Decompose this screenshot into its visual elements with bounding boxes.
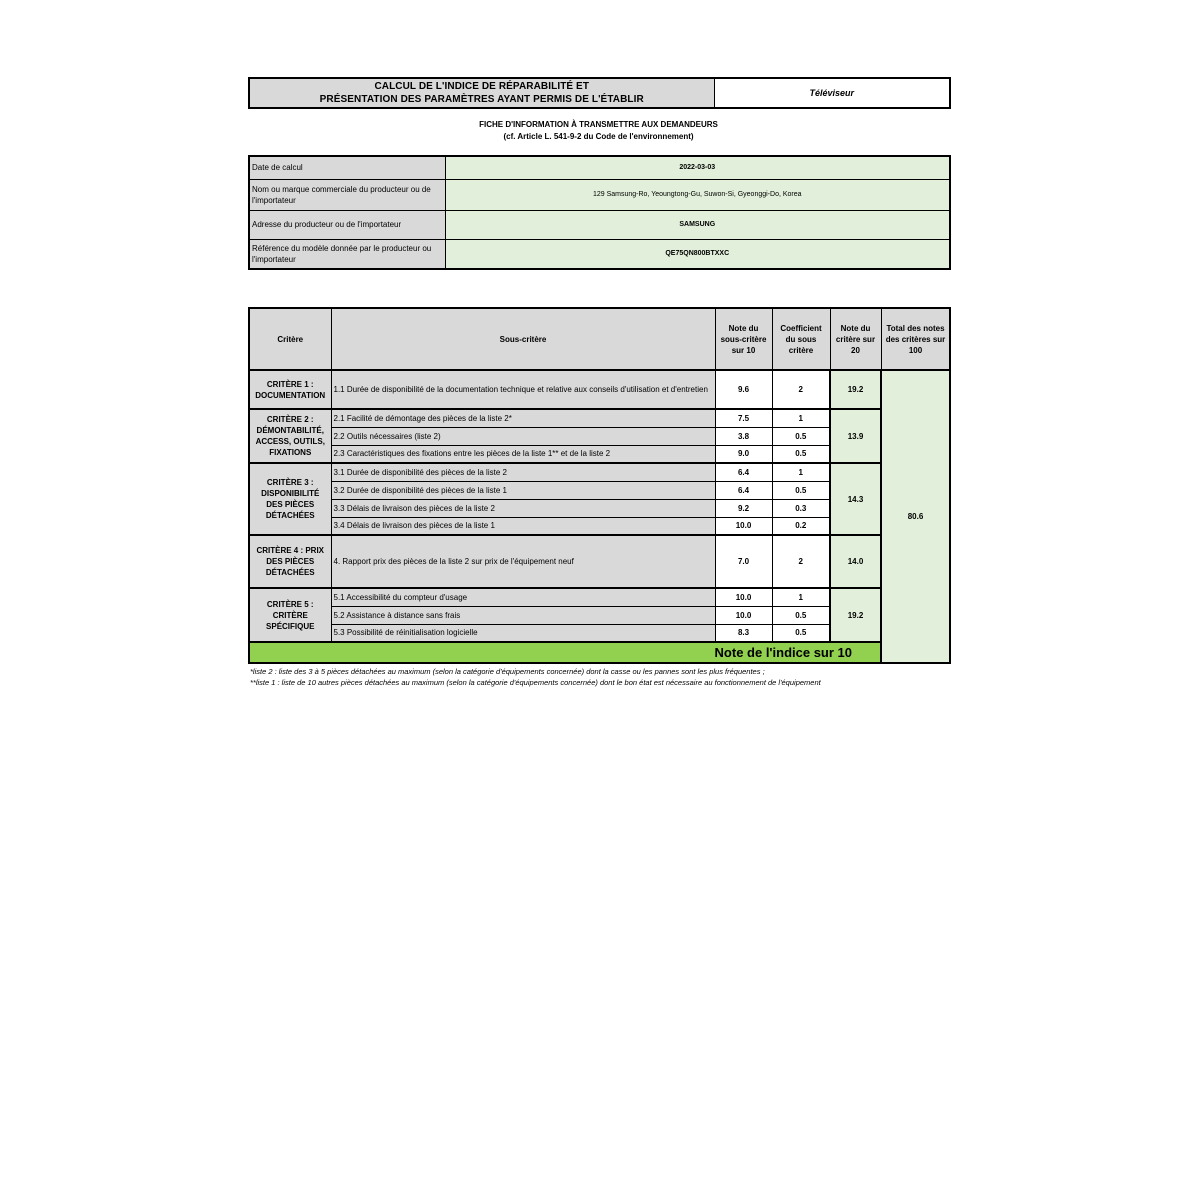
criterion-name: CRITÈRE 4 : PRIX DES PIÈCES DÉTACHÉES — [249, 535, 331, 588]
criterion-name: CRITÈRE 3 : DISPONIBILITÉ DES PIÈCES DÉTACHÉES — [249, 463, 331, 535]
subtitle-line-1: FICHE D'INFORMATION À TRANSMETTRE AUX DEMANDEURS — [479, 120, 718, 129]
info-row — [249, 179, 950, 210]
info-label: Adresse du producteur ou de l'importateur — [249, 210, 445, 239]
footnotes — [250, 666, 950, 688]
sub-criterion-note: 7.5 — [715, 409, 772, 427]
criterion-score: 13.9 — [830, 409, 881, 463]
criterion-score: 14.0 — [830, 535, 881, 588]
header-row — [249, 308, 950, 370]
sub-criterion-coef: 0.5 — [772, 606, 830, 624]
table-row — [249, 463, 950, 481]
criterion-name: CRITÈRE 2 : DÉMONTABILITÉ, ACCESS, OUTILS, FIXATIONS — [249, 409, 331, 463]
sub-criterion-note: 3.8 — [715, 427, 772, 445]
sub-criterion: 2.1 Facilité de démontage des pièces de la liste 2* — [331, 409, 715, 427]
info-value: SAMSUNG — [445, 210, 950, 239]
sub-criterion: 3.2 Durée de disponibilité des pièces de la liste 1 — [331, 481, 715, 499]
header-table — [248, 77, 951, 109]
info-label: Nom ou marque commerciale du producteur ou de l'importateur — [249, 179, 445, 210]
header-total: Total des notes des critères sur 100 — [881, 308, 950, 370]
header-coefficient: Coefficient du sous critère — [772, 308, 830, 370]
sub-criterion-note: 6.4 — [715, 463, 772, 481]
info-table — [248, 155, 951, 270]
subtitle-line-2: (cf. Article L. 541-9-2 du Code de l'environnement) — [503, 132, 694, 141]
sub-criterion-coef: 0.2 — [772, 517, 830, 535]
sub-criterion-coef: 2 — [772, 535, 830, 588]
table-row — [249, 535, 950, 588]
sub-criterion: 5.2 Assistance à distance sans frais — [331, 606, 715, 624]
sub-criterion-coef: 0.5 — [772, 481, 830, 499]
info-label: Date de calcul — [249, 156, 445, 179]
header-sous-critere: Sous-critère — [331, 308, 715, 370]
sub-criterion-coef: 2 — [772, 370, 830, 409]
info-value: 129 Samsung-Ro, Yeoungtong-Gu, Suwon-Si, Gyeonggi-Do, Korea — [445, 179, 950, 210]
table-row — [249, 370, 950, 409]
info-row — [249, 239, 950, 269]
sub-criterion-note: 10.0 — [715, 517, 772, 535]
sub-criterion-coef: 0.5 — [772, 445, 830, 463]
footnote-liste-1: **liste 1 : liste de 10 autres pièces détachées au maximum (selon la catégorie d'équipements concernée) dont le bon état est nécessaire au fonctionnement de l'équipement — [250, 678, 821, 687]
header-note-sous-critere: Note du sous-critère sur 10 — [715, 308, 772, 370]
table-row — [249, 409, 950, 427]
info-label: Référence du modèle donnée par le producteur ou l'importateur — [249, 239, 445, 269]
total-score: 80.6 — [881, 370, 950, 663]
subtitle — [248, 119, 949, 143]
criterion-name: CRITÈRE 5 : CRITÈRE SPÉCIFIQUE — [249, 588, 331, 642]
final-row — [249, 642, 950, 663]
sub-criterion-note: 9.2 — [715, 499, 772, 517]
sub-criterion-coef: 1 — [772, 463, 830, 481]
sub-criterion-note: 9.0 — [715, 445, 772, 463]
score-table — [248, 307, 951, 664]
sub-criterion-note: 8.3 — [715, 624, 772, 642]
sub-criterion: 3.4 Délais de livraison des pièces de la liste 1 — [331, 517, 715, 535]
info-value: QE75QN800BTXXC — [445, 239, 950, 269]
sub-criterion: 1.1 Durée de disponibilité de la documentation technique et relative aux conseils d'utilisation et d'entretien — [331, 370, 715, 409]
sub-criterion: 5.3 Possibilité de réinitialisation logicielle — [331, 624, 715, 642]
product-category: Téléviseur — [714, 78, 950, 108]
sub-criterion-coef: 1 — [772, 588, 830, 606]
sub-criterion: 4. Rapport prix des pièces de la liste 2 sur prix de l'équipement neuf — [331, 535, 715, 588]
header-note-critere: Note du critère sur 20 — [830, 308, 881, 370]
sub-criterion-note: 9.6 — [715, 370, 772, 409]
sub-criterion: 5.1 Accessibilité du compteur d'usage — [331, 588, 715, 606]
sub-criterion-note: 6.4 — [715, 481, 772, 499]
info-value: 2022-03-03 — [445, 156, 950, 179]
criterion-score: 14.3 — [830, 463, 881, 535]
criterion-score: 19.2 — [830, 588, 881, 642]
sub-criterion: 2.3 Caractéristiques des fixations entre les pièces de la liste 1** et de la liste 2 — [331, 445, 715, 463]
sub-criterion-note: 10.0 — [715, 606, 772, 624]
sub-criterion-coef: 0.5 — [772, 427, 830, 445]
info-row — [249, 210, 950, 239]
sub-criterion-note: 7.0 — [715, 535, 772, 588]
sub-criterion-note: 10.0 — [715, 588, 772, 606]
sub-criterion-coef: 1 — [772, 409, 830, 427]
final-score-label: Note de l'indice sur 10 — [249, 642, 881, 663]
table-row — [249, 588, 950, 606]
criterion-name: CRITÈRE 1 : DOCUMENTATION — [249, 370, 331, 409]
sub-criterion-coef: 0.3 — [772, 499, 830, 517]
document-title — [249, 78, 714, 108]
sub-criterion-coef: 0.5 — [772, 624, 830, 642]
sub-criterion: 3.3 Délais de livraison des pièces de la liste 2 — [331, 499, 715, 517]
footnote-liste-2: *liste 2 : liste des 3 à 5 pièces détachées au maximum (selon la catégorie d'équipements concernée) dont la casse ou les pannes sont les plus fréquentes ; — [250, 667, 765, 676]
criterion-score: 19.2 — [830, 370, 881, 409]
title-line-2: PRÉSENTATION DES PARAMÈTRES AYANT PERMIS DE L'ÉTABLIR — [319, 94, 644, 105]
info-row — [249, 156, 950, 179]
title-line-1: CALCUL DE L'INDICE DE RÉPARABILITÉ ET — [374, 81, 590, 92]
sub-criterion: 3.1 Durée de disponibilité des pièces de la liste 2 — [331, 463, 715, 481]
header-critere: Critère — [249, 308, 331, 370]
sub-criterion: 2.2 Outils nécessaires (liste 2) — [331, 427, 715, 445]
